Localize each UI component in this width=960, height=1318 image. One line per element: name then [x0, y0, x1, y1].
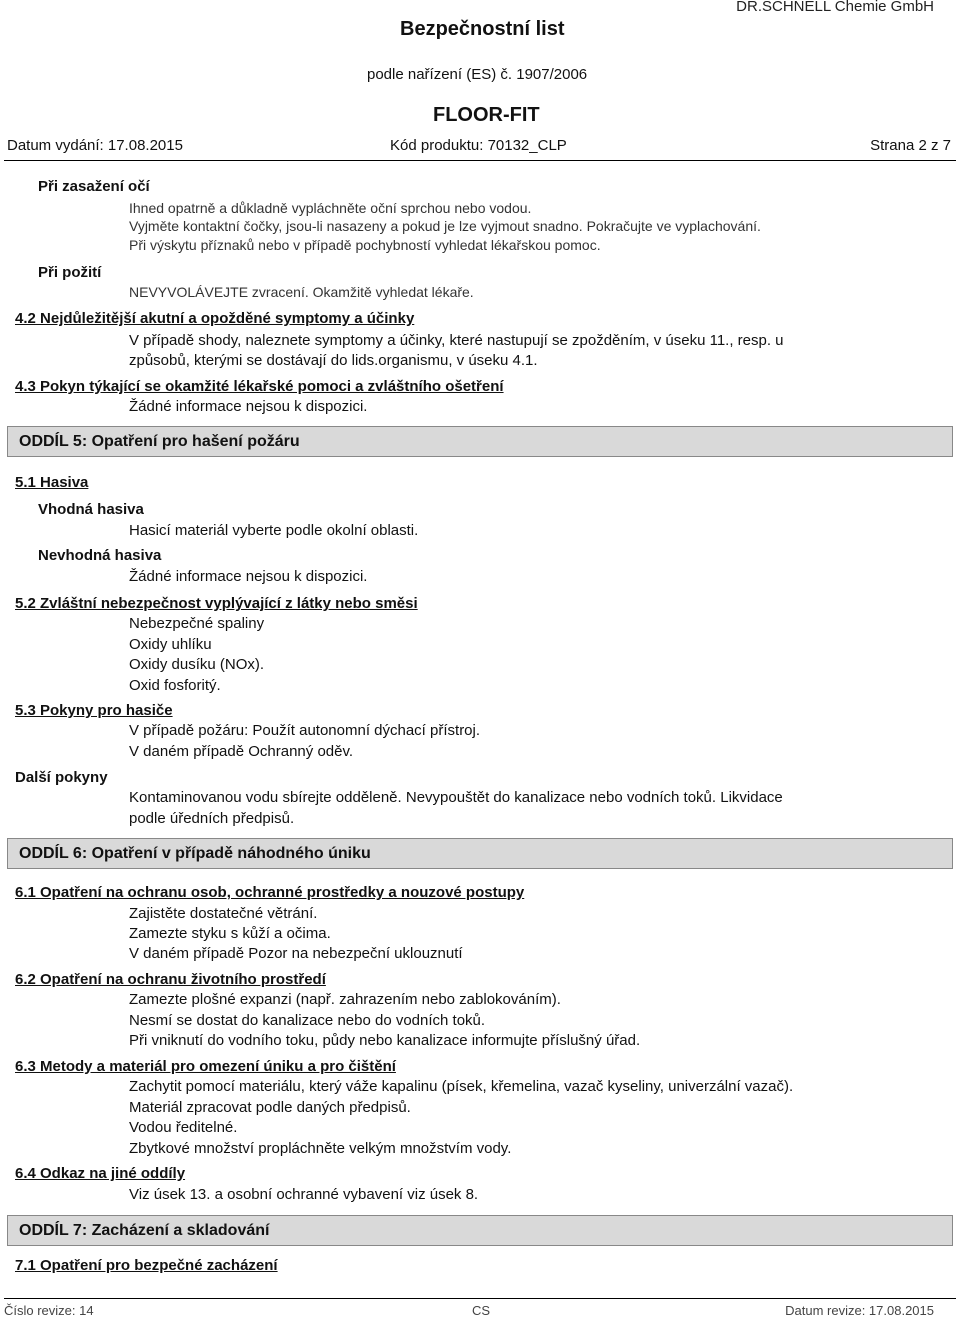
- section-5-title: ODDÍL 5: Opatření pro hašení požáru: [19, 433, 300, 450]
- section-6-title: ODDÍL 6: Opatření v případě náhodného úniku: [19, 845, 371, 862]
- eye-contact-line: Při výskytu příznaků nebo v případě pochybností vyhledat lékařskou pomoc.: [129, 237, 601, 253]
- other-instructions-label: Další pokyny: [15, 769, 108, 786]
- ingestion-label: Při požití: [38, 264, 102, 281]
- header-rule: [4, 160, 956, 161]
- section-5-banner: [7, 426, 953, 457]
- language-code: CS: [472, 1303, 491, 1318]
- section-5-3-line: V případě požáru: Použít autonomní dýchací přístroj.: [129, 722, 481, 739]
- other-instructions-line: podle úředních předpisů.: [129, 810, 295, 827]
- eye-contact-line: Vyjměte kontaktní čočky, jsou-li nasazeny a pokud je lze vyjmout snadno. Pokračujte ve vyplachování.: [129, 218, 761, 234]
- section-6-1-line: Zajistěte dostatečné větrání.: [129, 905, 318, 922]
- product-name: FLOOR-FIT: [433, 104, 540, 126]
- section-6-3-line: Vodou ředitelné.: [129, 1119, 238, 1136]
- section-6-3-line: Materiál zpracovat podle daných předpisů.: [129, 1099, 411, 1116]
- suitable-media-label: Vhodná hasiva: [38, 501, 144, 518]
- section-6-2-heading: 6.2 Opatření na ochranu životního prostředí: [15, 971, 326, 988]
- ingestion-text: NEVYVOLÁVEJTE zvracení. Okamžitě vyhledat lékaře.: [129, 284, 474, 300]
- section-6-3-line: Zbytkové množství propláchněte velkým množstvím vody.: [129, 1140, 512, 1157]
- document-title: Bezpečnostní list: [400, 18, 565, 40]
- section-5-2-line: Oxidy uhlíku: [129, 636, 212, 653]
- section-7-1-heading: 7.1 Opatření pro bezpečné zacházení: [15, 1257, 278, 1274]
- other-instructions-line: Kontaminovanou vodu sbírejte odděleně. Nevypouštět do kanalizace nebo vodních toků. Likvidace: [129, 789, 783, 806]
- section-5-1-heading: 5.1 Hasiva: [15, 474, 89, 491]
- section-6-2-line: Zamezte plošné expanzi (např. zahrazením nebo zablokováním).: [129, 991, 561, 1008]
- page-number: Strana 2 z 7: [870, 137, 951, 154]
- section-5-2-line: Nebezpečné spaliny: [129, 615, 265, 632]
- section-6-1-line: Zamezte styku s kůží a očima.: [129, 925, 331, 942]
- section-6-1-line: V daném případě Pozor na nebezpeční uklouznutí: [129, 945, 463, 962]
- product-code: Kód produktu: 70132_CLP: [390, 137, 567, 154]
- section-4-2-heading: 4.2 Nejdůležitější akutní a opožděné symptomy a účinky: [15, 310, 415, 327]
- company-name: DR.SCHNELL Chemie GmbH: [736, 0, 934, 15]
- unsuitable-media-text: Žádné informace nejsou k dispozici.: [129, 568, 368, 585]
- footer-rule: [4, 1298, 956, 1299]
- eye-contact-line: Ihned opatrně a důkladně vypláchněte oční sprchou nebo vodou.: [129, 200, 532, 216]
- issue-date: Datum vydání: 17.08.2015: [7, 137, 183, 154]
- section-5-2-line: Oxid fosforitý.: [129, 677, 221, 694]
- revision-number: Číslo revize: 14: [4, 1303, 94, 1318]
- section-4-3-text: Žádné informace nejsou k dispozici.: [129, 398, 368, 415]
- section-6-4-text: Viz úsek 13. a osobní ochranné vybavení viz úsek 8.: [129, 1186, 479, 1203]
- section-6-2-line: Při vniknutí do vodního toku, půdy nebo kanalizace informujte příslušný úřad.: [129, 1032, 641, 1049]
- unsuitable-media-label: Nevhodná hasiva: [38, 547, 162, 564]
- section-4-2-line: V případě shody, naleznete symptomy a účinky, které nastupují se zpožděním, v úseku 11., resp. u: [129, 332, 784, 349]
- eye-contact-label: Při zasažení očí: [38, 178, 150, 195]
- section-5-2-line: Oxidy dusíku (NOx).: [129, 656, 265, 673]
- section-7-banner: [7, 1215, 953, 1246]
- suitable-media-text: Hasicí materiál vyberte podle okolní oblasti.: [129, 522, 419, 539]
- section-6-1-heading: 6.1 Opatření na ochranu osob, ochranné prostředky a nouzové postupy: [15, 884, 525, 901]
- section-7-title: ODDÍL 7: Zacházení a skladování: [19, 1222, 270, 1239]
- section-5-3-heading: 5.3 Pokyny pro hasiče: [15, 702, 173, 719]
- section-6-3-line: Zachytit pomocí materiálu, který váže kapalinu (písek, křemelina, vazač kyseliny, univerzální vazač).: [129, 1078, 794, 1095]
- section-5-2-heading: 5.2 Zvláštní nebezpečnost vyplývající z látky nebo směsi: [15, 595, 418, 612]
- section-4-2-line: způsobů, kterými se dostávají do lids.organismu, v úseku 4.1.: [129, 352, 538, 369]
- section-6-4-heading: 6.4 Odkaz na jiné oddíly: [15, 1165, 186, 1182]
- section-4-3-heading: 4.3 Pokyn týkající se okamžité lékařské pomoci a zvláštního ošetření: [15, 378, 504, 395]
- section-6-banner: [7, 838, 953, 869]
- regulation-reference: podle nařízení (ES) č. 1907/2006: [367, 66, 588, 83]
- section-6-2-line: Nesmí se dostat do kanalizace nebo do vodních toků.: [129, 1012, 486, 1029]
- section-5-3-line: V daném případě Ochranný oděv.: [129, 743, 354, 760]
- revision-date: Datum revize: 17.08.2015: [785, 1303, 934, 1318]
- section-6-3-heading: 6.3 Metody a materiál pro omezení úniku a pro čištění: [15, 1058, 396, 1075]
